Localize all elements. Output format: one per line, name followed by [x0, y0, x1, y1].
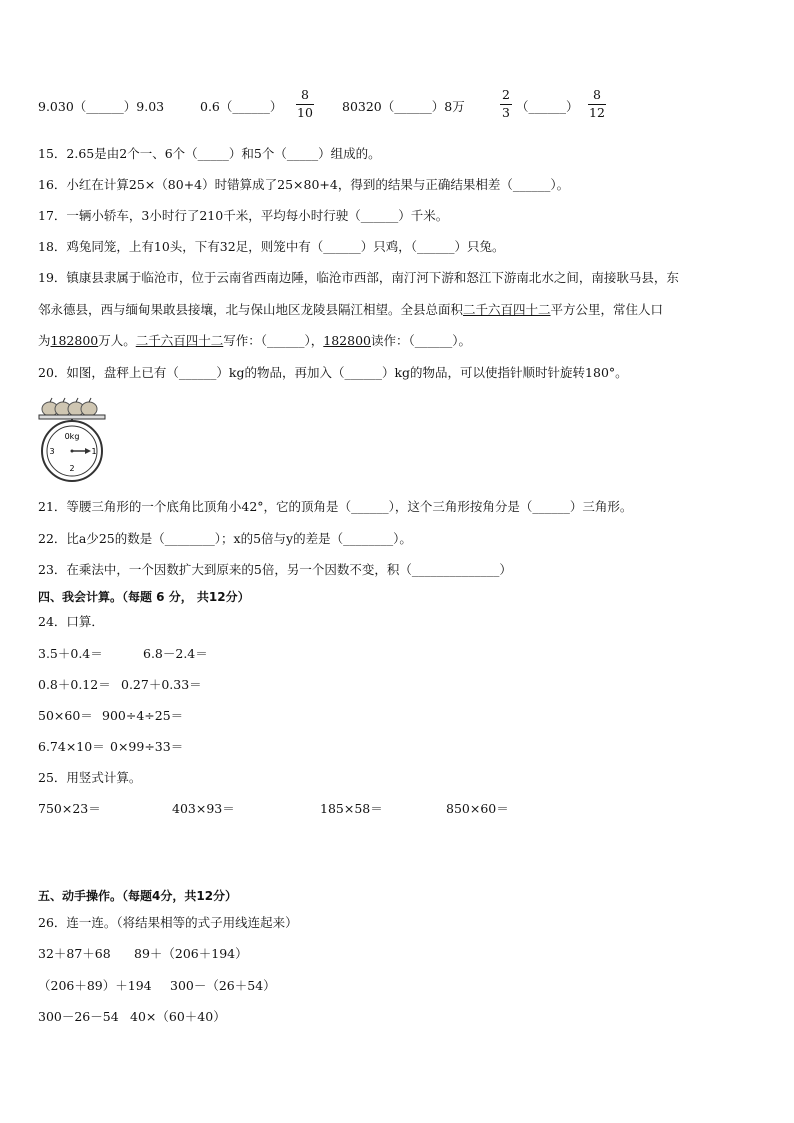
oral-item: 900÷4÷25＝: [102, 708, 184, 723]
question-15: 15．2.65是由2个一、6个（_____）和5个（_____）组成的。: [38, 146, 381, 161]
match-left-1: 32＋87＋68: [38, 946, 111, 961]
match-right-1: 89＋（206＋194）: [134, 946, 248, 961]
fraction-2-3: 2 3: [500, 88, 512, 120]
vertical-calc-1: 750×23＝: [38, 801, 101, 816]
question-19-line-3: 为182800万人。二千六百四十二写作：（______），182800读作：（______）。: [38, 333, 472, 348]
question-26: 26．连一连。（将结果相等的式子用线连起来）: [38, 915, 298, 930]
area-text-2: 二千六百四十二: [135, 333, 224, 348]
question-17: 17．一辆小轿车，3小时行了210千米，平均每小时行驶（______）千米。: [38, 208, 449, 223]
question-23: 23．在乘法中，一个因数扩大到原来的5倍，另一个因数不变，积（______________）: [38, 562, 512, 577]
oral-row-3: [38, 708, 93, 724]
oral-item: 50×60＝: [38, 708, 93, 723]
question-19-line-1: 19．镇康县隶属于临沧市，位于云南省西南边陲，临沧市西部，南汀河下游和怒江下游南北水之间，南接耿马县，东: [38, 270, 679, 285]
section-5-heading: 五、动手操作。（每题4分，共12分）: [38, 889, 238, 903]
oral-item: 6.74×10＝: [38, 739, 105, 754]
vertical-calc-2: 403×93＝: [172, 801, 235, 816]
oral-item: 0.8＋0.12＝: [38, 677, 111, 692]
compare-item-4: （______）: [516, 99, 579, 114]
match-left-3: 300－26－54: [38, 1009, 119, 1024]
fraction-8-12: 8 12: [589, 87, 605, 120]
question-16: 16．小红在计算25×（80+4）时错算成了25×80+4，得到的结果与正确结果相差（______）。: [38, 177, 570, 192]
match-right-3: 40×（60＋40）: [130, 1009, 226, 1024]
oral-row-1: [38, 646, 103, 662]
fraction-8-10: 8 10: [297, 87, 313, 120]
population-number-2: 182800: [323, 333, 371, 348]
dial-label-top: 0kg: [64, 432, 80, 441]
question-20: 20．如图，盘秤上已有（______）kg的物品，再加入（______）kg的物品，可以使指针顺时针旋转180°。: [38, 365, 628, 380]
oral-item: 0×99÷33＝: [110, 739, 184, 754]
compare-item-2: 0.6（______）: [200, 99, 283, 114]
match-right-2: 300－（26＋54）: [170, 978, 276, 993]
oral-row-2: [38, 677, 111, 693]
area-text: 二千六百四十二: [463, 302, 551, 317]
question-22: 22．比a少25的数是（________）；x的5倍与y的差是（________）。: [38, 531, 412, 546]
vertical-calc-3: 185×58＝: [320, 801, 383, 816]
oral-item: 6.8－2.4＝: [143, 646, 208, 661]
dial-label-right: 1: [91, 447, 97, 456]
question-19-line-2: 邻永德县，西与缅甸果敢县接壤，北与保山地区龙陵县隔江相望。全县总面积二千六百四十二平方公里，常住人口: [38, 302, 664, 317]
vertical-calc-4: 850×60＝: [446, 801, 509, 816]
dial-label-bottom: 2: [69, 464, 75, 473]
section-4-heading: 四、我会计算。（每题 6 分， 共12分）: [38, 590, 250, 604]
question-21: 21．等腰三角形的一个底角比顶角小42°，它的顶角是（______），这个三角形按角分是（______）三角形。: [38, 499, 633, 514]
scale-figure: [36, 393, 108, 483]
question-25: 25．用竖式计算。: [38, 770, 142, 785]
oral-row-4: [38, 739, 105, 755]
compare-item-3: 80320（______）8万: [342, 99, 465, 114]
question-18: 18．鸡兔同笼，上有10头，下有32足，则笼中有（______）只鸡，（______）只兔。: [38, 239, 505, 254]
apple-icon: [42, 398, 97, 416]
match-left-2: （206＋89）＋194: [38, 978, 152, 993]
oral-item: 0.27＋0.33＝: [121, 677, 202, 692]
compare-row: [38, 99, 164, 115]
dial-label-left: 3: [49, 447, 55, 456]
population-number: 182800: [50, 333, 99, 348]
compare-item-1: 9.030（______）9.03: [38, 99, 165, 114]
oral-item: 3.5＋0.4＝: [38, 646, 103, 661]
scale-plate: [39, 415, 105, 419]
question-24: 24．口算．: [38, 614, 104, 629]
